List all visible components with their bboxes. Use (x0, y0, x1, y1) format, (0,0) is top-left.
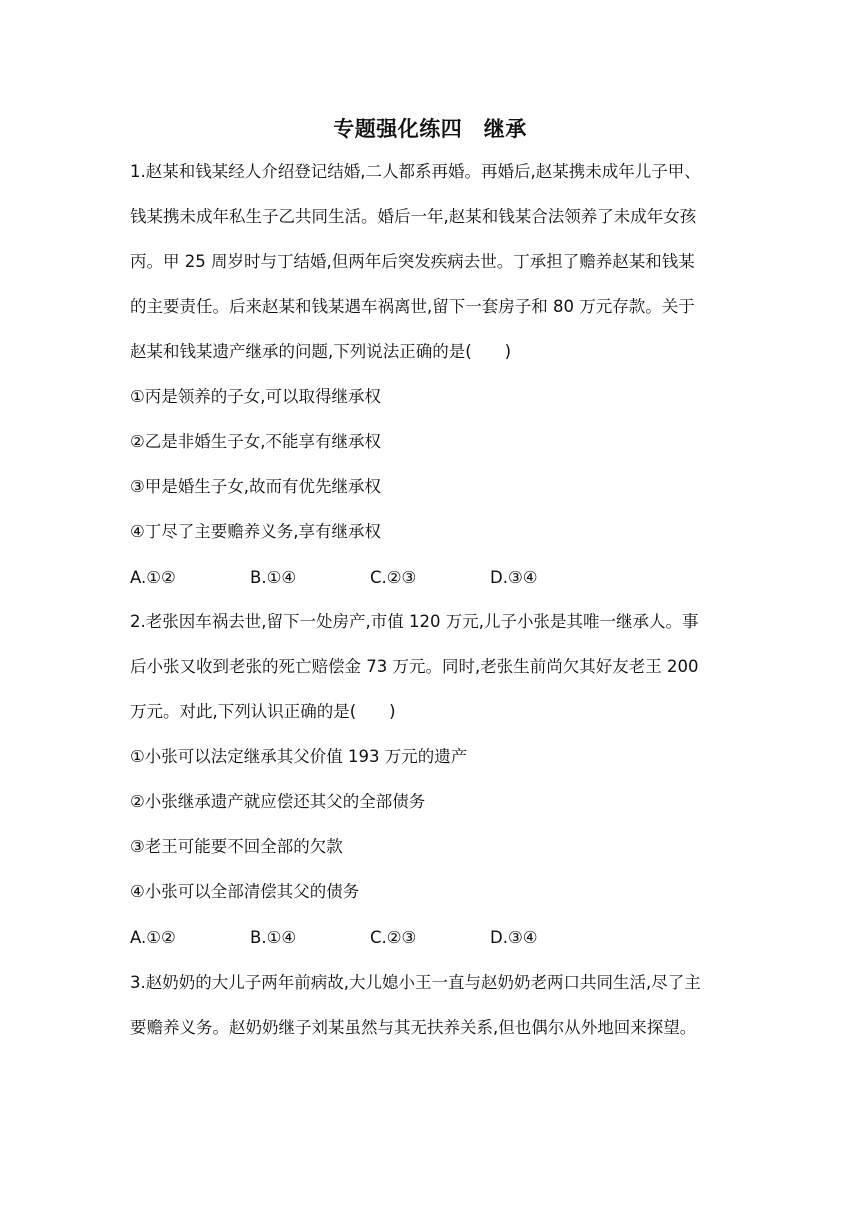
question-2-statement-1: ①小张可以法定继承其父价值 193 万元的遗产 (130, 747, 468, 766)
question-1-option-c: C.②③ (370, 568, 417, 587)
question-2-line-1: 2.老张因车祸去世,留下一处房产,市值 120 万元,儿子小张是其唯一继承人。事 (130, 612, 699, 631)
question-1-line-4: 的主要责任。后来赵某和钱某遇车祸离世,留下一套房子和 80 万元存款。关于 (130, 297, 695, 316)
question-1-line-1: 1.赵某和钱某经人介绍登记结婚,二人都系再婚。再婚后,赵某携未成年儿子甲、 (130, 162, 701, 181)
page-title: 专题强化练四 继承 (333, 117, 527, 141)
question-1-line-2: 钱某携未成年私生子乙共同生活。婚后一年,赵某和钱某合法领养了未成年女孩 (130, 207, 697, 226)
question-1-option-a: A.①② (130, 568, 176, 587)
question-1-statement-1: ①丙是领养的子女,可以取得继承权 (130, 387, 382, 406)
question-1-statement-2: ②乙是非婚生子女,不能享有继承权 (130, 432, 382, 451)
question-1-statement-4: ④丁尽了主要赡养义务,享有继承权 (130, 522, 382, 541)
question-1-line-5: 赵某和钱某遗产继承的问题,下列说法正确的是( ) (130, 342, 512, 361)
question-1-option-b: B.①④ (250, 568, 297, 587)
question-2-option-c: C.②③ (370, 928, 417, 947)
question-2-line-3: 万元。对此,下列认识正确的是( ) (130, 702, 396, 721)
question-2-statement-2: ②小张继承遗产就应偿还其父的全部债务 (130, 792, 426, 811)
question-3-line-2: 要赡养义务。赵奶奶继子刘某虽然与其无扶养关系,但也偶尔从外地回来探望。 (130, 1018, 697, 1037)
question-3-line-1: 3.赵奶奶的大儿子两年前病故,大儿媳小王一直与赵奶奶老两口共同生活,尽了主 (130, 973, 701, 992)
question-2-statement-3: ③老王可能要不回全部的欠款 (130, 837, 343, 856)
question-2-option-b: B.①④ (250, 928, 297, 947)
question-1-option-d: D.③④ (490, 568, 538, 587)
question-2-option-a: A.①② (130, 928, 176, 947)
question-2-line-2: 后小张又收到老张的死亡赔偿金 73 万元。同时,老张生前尚欠其好友老王 200 (130, 657, 699, 676)
question-2-option-d: D.③④ (490, 928, 538, 947)
question-1-statement-3: ③甲是婚生子女,故而有优先继承权 (130, 477, 382, 496)
question-1-line-3: 丙。甲 25 周岁时与丁结婚,但两年后突发疾病去世。丁承担了赡养赵某和钱某 (130, 252, 695, 271)
question-2-statement-4: ④小张可以全部清偿其父的债务 (130, 882, 360, 901)
